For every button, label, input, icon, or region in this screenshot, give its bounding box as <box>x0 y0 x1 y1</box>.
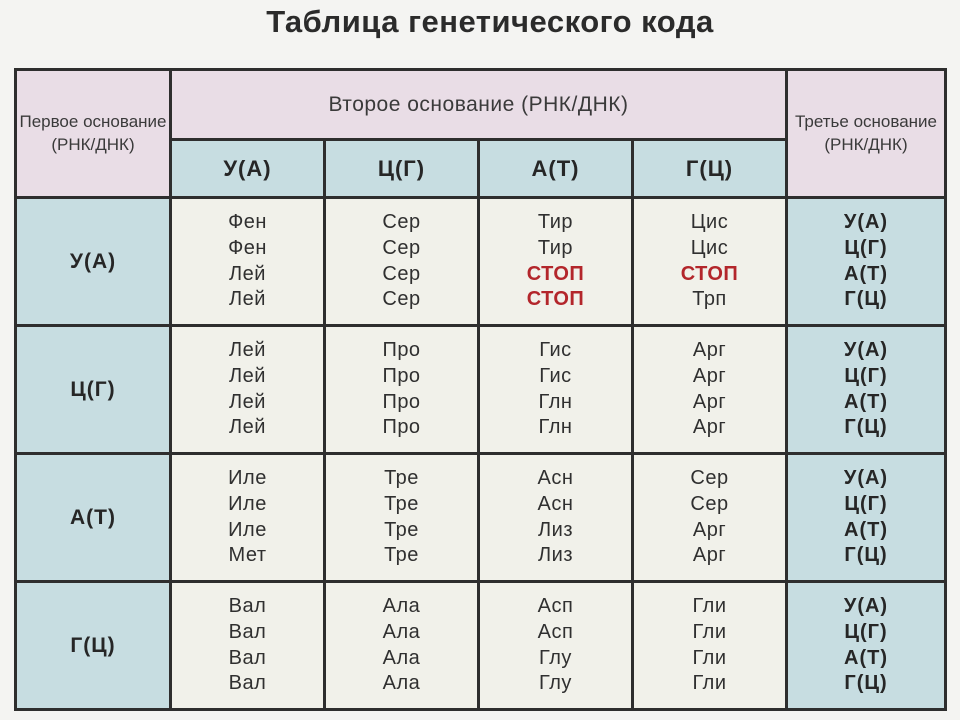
third-base-list <box>788 594 944 696</box>
amino-acid-label: Асн <box>537 467 574 490</box>
amino-acid-label: Лей <box>229 364 266 387</box>
amino-acid-label: Ала <box>382 672 421 695</box>
amino-acid-label: Трп <box>692 288 727 311</box>
amino-acid-list <box>172 210 323 312</box>
codon-cell <box>171 454 325 582</box>
amino-acid-label: Арг <box>692 339 727 362</box>
second-base-header-label: Второе основание (РНК/ДНК) <box>328 92 629 116</box>
amino-acid-label: Гис <box>539 364 572 387</box>
amino-acid-label: Вал <box>228 595 267 618</box>
amino-acid-label: Гли <box>692 595 727 618</box>
third-base-list <box>788 210 944 312</box>
third-base-label: У(А) <box>843 467 889 490</box>
codon-cell <box>171 326 325 454</box>
amino-acid-list <box>480 338 631 440</box>
third-base-label: А(Т) <box>844 390 888 413</box>
third-base-cell <box>787 198 946 326</box>
amino-acid-label: Про <box>382 364 421 387</box>
codon-cell <box>633 198 787 326</box>
first-base-cell: А(Т) <box>16 454 171 582</box>
amino-acid-label: Вал <box>228 672 267 695</box>
amino-acid-list <box>326 338 477 440</box>
amino-acid-label: Сер <box>382 262 421 285</box>
second-base-column-header: А(Т) <box>479 140 633 198</box>
third-base-header <box>787 70 946 198</box>
amino-acid-label: Лей <box>229 339 266 362</box>
third-base-label: У(А) <box>843 595 889 618</box>
amino-acid-label: Про <box>382 416 421 439</box>
codon-cell <box>325 198 479 326</box>
third-base-label: Г(Ц) <box>844 288 888 311</box>
codon-cell <box>325 582 479 710</box>
amino-acid-label: Тир <box>537 211 574 234</box>
codon-rows <box>16 198 946 710</box>
codon-row <box>16 198 946 326</box>
third-base-label: Ц(Г) <box>844 236 888 259</box>
amino-acid-label: Гис <box>539 339 572 362</box>
amino-acid-list <box>172 594 323 696</box>
third-base-label: Ц(Г) <box>844 492 888 515</box>
third-base-label: А(Т) <box>844 646 888 669</box>
amino-acid-label: Иле <box>228 518 267 541</box>
amino-acid-label: Лиз <box>538 518 573 541</box>
amino-acid-label: Глн <box>538 390 573 413</box>
amino-acid-label: Про <box>382 339 421 362</box>
second-base-column-header: Ц(Г) <box>325 140 479 198</box>
amino-acid-label: Арг <box>692 364 727 387</box>
amino-acid-label: Сер <box>690 467 729 490</box>
amino-acid-label: Сер <box>382 236 421 259</box>
amino-acid-label: Лей <box>229 416 266 439</box>
amino-acid-list <box>634 466 785 568</box>
codon-cell <box>171 198 325 326</box>
amino-acid-label: Вал <box>228 646 267 669</box>
amino-acid-label: Асп <box>537 595 574 618</box>
codon-cell <box>325 454 479 582</box>
amino-acid-list <box>634 594 785 696</box>
amino-acid-label: Гли <box>692 646 727 669</box>
codon-cell <box>479 326 633 454</box>
third-base-list <box>788 466 944 568</box>
amino-acid-list <box>480 594 631 696</box>
second-base-header <box>171 70 787 140</box>
amino-acid-label: Иле <box>228 492 267 515</box>
amino-acid-label: Лей <box>229 288 266 311</box>
first-base-header-label: Первое основание (РНК/ДНК) <box>19 112 167 154</box>
amino-acid-label: Асн <box>537 492 574 515</box>
codon-row <box>16 582 946 710</box>
first-base-cell: Г(Ц) <box>16 582 171 710</box>
second-base-column-header: Г(Ц) <box>633 140 787 198</box>
third-base-label: У(А) <box>843 211 889 234</box>
amino-acid-label: Цис <box>690 211 729 234</box>
amino-acid-label: Глн <box>538 416 573 439</box>
amino-acid-label: Арг <box>692 544 727 567</box>
codon-cell <box>633 582 787 710</box>
amino-acid-label: Тре <box>384 544 419 567</box>
amino-acid-label: Вал <box>228 620 267 643</box>
third-base-label: У(А) <box>843 339 889 362</box>
third-base-list <box>788 338 944 440</box>
amino-acid-label: Ала <box>382 595 421 618</box>
third-base-cell <box>787 582 946 710</box>
amino-acid-label: Лей <box>229 262 266 285</box>
second-base-column-header: У(А) <box>171 140 325 198</box>
amino-acid-list <box>172 338 323 440</box>
amino-acid-label: Асп <box>537 620 574 643</box>
amino-acid-list <box>480 210 631 312</box>
amino-acid-list <box>172 466 323 568</box>
first-base-cell: Ц(Г) <box>16 326 171 454</box>
codon-row <box>16 454 946 582</box>
codon-row <box>16 326 946 454</box>
first-base-header <box>16 70 171 198</box>
amino-acid-label: Иле <box>228 467 267 490</box>
amino-acid-label: Лей <box>229 390 266 413</box>
stop-codon-label: СТОП <box>526 288 585 311</box>
codon-cell <box>633 326 787 454</box>
codon-cell <box>479 582 633 710</box>
third-base-label: Ц(Г) <box>844 364 888 387</box>
third-base-label: Ц(Г) <box>844 620 888 643</box>
third-base-label: Г(Ц) <box>844 416 888 439</box>
stop-codon-label: СТОП <box>526 262 585 285</box>
third-base-label: А(Т) <box>844 518 888 541</box>
third-base-label: Г(Ц) <box>844 544 888 567</box>
codon-cell <box>479 454 633 582</box>
amino-acid-label: Сер <box>382 211 421 234</box>
amino-acid-list <box>326 466 477 568</box>
amino-acid-list <box>326 594 477 696</box>
third-base-header-label: Третье основание (РНК/ДНК) <box>794 112 938 154</box>
amino-acid-label: Сер <box>690 492 729 515</box>
amino-acid-label: Гли <box>692 620 727 643</box>
first-base-cell: У(А) <box>16 198 171 326</box>
amino-acid-label: Тре <box>384 467 419 490</box>
stop-codon-label: СТОП <box>680 262 739 285</box>
amino-acid-label: Сер <box>382 288 421 311</box>
amino-acid-label: Цис <box>690 236 729 259</box>
page-title: Таблица генетического кода <box>266 4 714 39</box>
codon-cell <box>633 454 787 582</box>
amino-acid-list <box>634 338 785 440</box>
amino-acid-label: Ала <box>382 620 421 643</box>
third-base-cell <box>787 326 946 454</box>
genetic-code-table <box>14 68 947 711</box>
amino-acid-list <box>634 210 785 312</box>
amino-acid-label: Ала <box>382 646 421 669</box>
amino-acid-label: Глу <box>539 672 572 695</box>
third-base-label: А(Т) <box>844 262 888 285</box>
third-base-cell <box>787 454 946 582</box>
amino-acid-label: Про <box>382 390 421 413</box>
amino-acid-label: Мет <box>228 544 267 567</box>
amino-acid-label: Тир <box>537 236 574 259</box>
amino-acid-label: Арг <box>692 390 727 413</box>
amino-acid-label: Тре <box>384 492 419 515</box>
codon-cell <box>171 582 325 710</box>
amino-acid-label: Тре <box>384 518 419 541</box>
amino-acid-list <box>480 466 631 568</box>
amino-acid-label: Фен <box>228 211 267 234</box>
codon-cell <box>325 326 479 454</box>
amino-acid-label: Фен <box>228 236 267 259</box>
amino-acid-label: Арг <box>692 416 727 439</box>
amino-acid-label: Глу <box>539 646 572 669</box>
amino-acid-label: Гли <box>692 672 727 695</box>
codon-cell <box>479 198 633 326</box>
amino-acid-label: Лиз <box>538 544 573 567</box>
amino-acid-label: Арг <box>692 518 727 541</box>
third-base-label: Г(Ц) <box>844 672 888 695</box>
amino-acid-list <box>326 210 477 312</box>
